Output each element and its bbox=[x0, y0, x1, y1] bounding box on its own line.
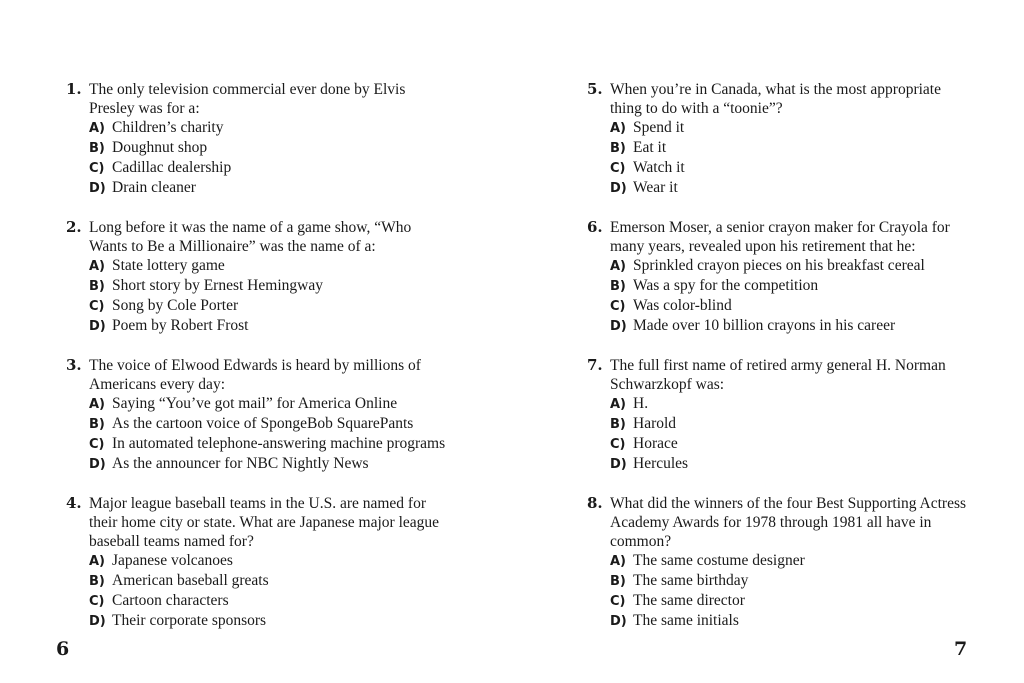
answer-label: D) bbox=[89, 457, 106, 472]
answer-list bbox=[66, 256, 446, 336]
answer-text: As the announcer for NBC Nightly News bbox=[112, 455, 369, 472]
answer-text: The same birthday bbox=[633, 572, 749, 589]
answer-text: Doughnut shop bbox=[112, 139, 208, 156]
answer-label: C) bbox=[610, 437, 626, 452]
answer-option bbox=[89, 551, 446, 571]
question-text: The only television commercial ever done by Elvis Presley was for a: bbox=[89, 81, 406, 117]
page-number-left: 6 bbox=[56, 638, 70, 660]
answer-label: C) bbox=[610, 594, 626, 609]
answer-option bbox=[89, 611, 446, 631]
answer-option bbox=[610, 434, 967, 454]
answer-label: C) bbox=[89, 161, 105, 176]
answer-text: The same costume designer bbox=[633, 552, 805, 569]
answer-option bbox=[89, 591, 446, 611]
question-stem bbox=[66, 80, 446, 118]
answer-option bbox=[89, 434, 446, 454]
question-number: 8. bbox=[587, 494, 603, 512]
answer-text: Harold bbox=[633, 415, 677, 432]
answer-option bbox=[610, 118, 967, 138]
answer-list bbox=[587, 394, 967, 474]
answer-option bbox=[89, 454, 446, 474]
question-number: 5. bbox=[587, 80, 603, 98]
answer-text: Wear it bbox=[633, 179, 678, 196]
question-6 bbox=[587, 218, 967, 336]
answer-text: Was a spy for the competition bbox=[633, 277, 819, 294]
question-number: 6. bbox=[587, 218, 603, 236]
answer-text: Spend it bbox=[633, 119, 685, 136]
answer-label: D) bbox=[610, 319, 627, 334]
answer-label: C) bbox=[89, 299, 105, 314]
question-3 bbox=[66, 356, 446, 474]
answer-label: A) bbox=[610, 121, 627, 136]
answer-text: The same director bbox=[633, 592, 745, 609]
answer-label: B) bbox=[610, 574, 626, 589]
answer-label: C) bbox=[610, 299, 626, 314]
answer-option bbox=[89, 414, 446, 434]
answer-option bbox=[610, 138, 967, 158]
question-text: Emerson Moser, a senior crayon maker for Crayola for many years, revealed upon his retirement that he: bbox=[610, 219, 950, 255]
answer-text: Saying “You’ve got mail” for America Online bbox=[112, 395, 398, 412]
answer-text: Their corporate sponsors bbox=[112, 612, 267, 629]
question-text: Major league baseball teams in the U.S. are named for their home city or state. What are Japanese major league baseball teams named for? bbox=[89, 495, 440, 550]
answer-option bbox=[89, 178, 446, 198]
answer-text: H. bbox=[633, 395, 649, 412]
answer-label: C) bbox=[89, 594, 105, 609]
answer-text: Eat it bbox=[633, 139, 667, 156]
answer-text: Was color-blind bbox=[633, 297, 732, 314]
question-number: 1. bbox=[66, 80, 82, 98]
answer-text: Made over 10 billion crayons in his career bbox=[633, 317, 896, 334]
answer-label: B) bbox=[610, 141, 626, 156]
answer-option bbox=[610, 178, 967, 198]
answer-text: Cadillac dealership bbox=[112, 159, 232, 176]
question-2 bbox=[66, 218, 446, 336]
answer-list bbox=[66, 118, 446, 198]
answer-text: Cartoon characters bbox=[112, 592, 229, 609]
question-stem bbox=[66, 494, 446, 551]
question-stem bbox=[66, 356, 446, 394]
left-page bbox=[66, 80, 446, 651]
question-text: The voice of Elwood Edwards is heard by millions of Americans every day: bbox=[89, 357, 421, 393]
question-8 bbox=[587, 494, 967, 631]
answer-option bbox=[89, 256, 446, 276]
answer-label: A) bbox=[610, 554, 627, 569]
question-text: What did the winners of the four Best Supporting Actress Academy Awards for 1978 through 1981 all have in common? bbox=[610, 495, 967, 550]
answer-text: Horace bbox=[633, 435, 678, 452]
answer-text: Short story by Ernest Hemingway bbox=[112, 277, 323, 294]
answer-option bbox=[610, 551, 967, 571]
answer-list bbox=[66, 551, 446, 631]
answer-option bbox=[89, 571, 446, 591]
answer-label: B) bbox=[89, 141, 105, 156]
answer-option bbox=[89, 118, 446, 138]
answer-option bbox=[610, 316, 967, 336]
page-number-right: 7 bbox=[954, 638, 968, 660]
answer-option bbox=[610, 158, 967, 178]
question-text: When you’re in Canada, what is the most appropriate thing to do with a “toonie”? bbox=[610, 81, 941, 117]
answer-list bbox=[587, 551, 967, 631]
answer-label: D) bbox=[89, 181, 106, 196]
question-number: 2. bbox=[66, 218, 82, 236]
answer-text: Sprinkled crayon pieces on his breakfast cereal bbox=[633, 257, 925, 274]
question-number: 4. bbox=[66, 494, 82, 512]
answer-text: Poem by Robert Frost bbox=[112, 317, 249, 334]
answer-text: As the cartoon voice of SpongeBob SquarePants bbox=[112, 415, 414, 432]
answer-label: A) bbox=[610, 397, 627, 412]
question-stem bbox=[587, 356, 967, 394]
answer-text: Song by Cole Porter bbox=[112, 297, 239, 314]
answer-text: The same initials bbox=[633, 612, 739, 629]
question-stem bbox=[587, 80, 967, 118]
answer-option bbox=[610, 591, 967, 611]
answer-label: C) bbox=[610, 161, 626, 176]
question-stem bbox=[587, 494, 967, 551]
question-1 bbox=[66, 80, 446, 198]
question-text: The full first name of retired army general H. Norman Schwarzkopf was: bbox=[610, 357, 946, 393]
question-number: 3. bbox=[66, 356, 82, 374]
answer-option bbox=[610, 571, 967, 591]
answer-option bbox=[610, 256, 967, 276]
answer-label: B) bbox=[89, 574, 105, 589]
answer-text: Hercules bbox=[633, 455, 689, 472]
answer-option bbox=[610, 611, 967, 631]
answer-option bbox=[610, 454, 967, 474]
answer-option bbox=[89, 394, 446, 414]
answer-list bbox=[587, 118, 967, 198]
answer-option bbox=[89, 276, 446, 296]
answer-option bbox=[610, 276, 967, 296]
answer-text: Watch it bbox=[633, 159, 685, 176]
answer-option bbox=[89, 158, 446, 178]
answer-label: D) bbox=[89, 319, 106, 334]
answer-option bbox=[89, 138, 446, 158]
answer-label: D) bbox=[610, 457, 627, 472]
answer-list bbox=[587, 256, 967, 336]
question-5 bbox=[587, 80, 967, 198]
answer-label: A) bbox=[610, 259, 627, 274]
answer-text: American baseball greats bbox=[112, 572, 269, 589]
answer-label: A) bbox=[89, 397, 106, 412]
answer-label: B) bbox=[89, 279, 105, 294]
answer-option bbox=[610, 394, 967, 414]
answer-option bbox=[89, 296, 446, 316]
answer-text: Japanese volcanoes bbox=[112, 552, 233, 569]
answer-list bbox=[66, 394, 446, 474]
answer-text: Children’s charity bbox=[112, 119, 224, 136]
answer-label: B) bbox=[89, 417, 105, 432]
answer-option bbox=[89, 316, 446, 336]
answer-label: D) bbox=[89, 614, 106, 629]
answer-label: A) bbox=[89, 121, 106, 136]
answer-text: State lottery game bbox=[112, 257, 225, 274]
answer-label: C) bbox=[89, 437, 105, 452]
answer-label: A) bbox=[89, 554, 106, 569]
question-number: 7. bbox=[587, 356, 603, 374]
answer-text: Drain cleaner bbox=[112, 179, 196, 196]
question-text: Long before it was the name of a game show, “Who Wants to Be a Millionaire” was the name of a: bbox=[89, 219, 412, 255]
question-stem bbox=[66, 218, 446, 256]
answer-label: B) bbox=[610, 417, 626, 432]
question-4 bbox=[66, 494, 446, 631]
answer-text: In automated telephone-answering machine programs bbox=[112, 435, 446, 452]
answer-option bbox=[610, 296, 967, 316]
answer-label: D) bbox=[610, 181, 627, 196]
answer-label: B) bbox=[610, 279, 626, 294]
answer-label: A) bbox=[89, 259, 106, 274]
question-stem bbox=[587, 218, 967, 256]
question-7 bbox=[587, 356, 967, 474]
right-page bbox=[587, 80, 967, 651]
answer-option bbox=[610, 414, 967, 434]
answer-label: D) bbox=[610, 614, 627, 629]
